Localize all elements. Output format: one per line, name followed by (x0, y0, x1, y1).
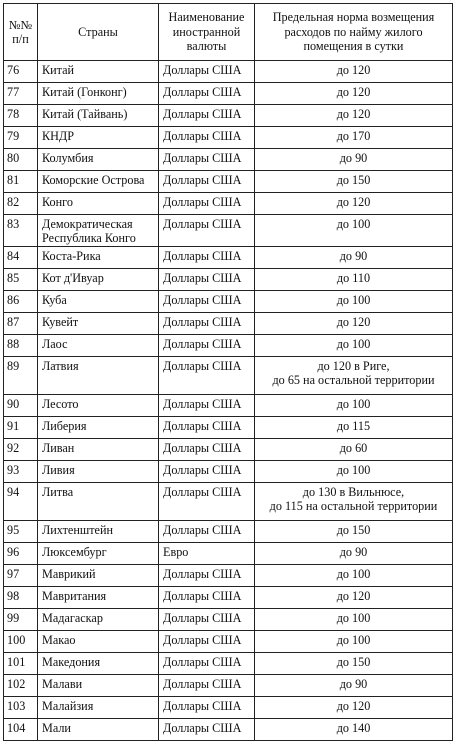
header-rate: Предельная норма возмещения расходов по найму жилого помещения в сутки (255, 4, 453, 61)
row-rate: до 60 (255, 439, 453, 461)
table-row (4, 215, 453, 247)
table-row (4, 247, 453, 269)
row-country: Литва (38, 483, 159, 521)
row-number: 81 (4, 171, 38, 193)
row-currency: Доллары США (159, 193, 255, 215)
table-row (4, 461, 453, 483)
row-rate: до 100 (255, 335, 453, 357)
row-rate: до 150 (255, 521, 453, 543)
row-currency: Доллары США (159, 565, 255, 587)
table-row (4, 127, 453, 149)
row-number: 100 (4, 631, 38, 653)
row-currency: Доллары США (159, 61, 255, 83)
row-country: Люксембург (38, 543, 159, 565)
row-currency: Доллары США (159, 269, 255, 291)
row-rate: до 100 (255, 565, 453, 587)
table-row (4, 313, 453, 335)
row-country: Китай (Гонконг) (38, 83, 159, 105)
row-currency: Евро (159, 543, 255, 565)
row-number: 93 (4, 461, 38, 483)
row-number: 89 (4, 357, 38, 395)
row-number: 95 (4, 521, 38, 543)
row-rate: до 100 (255, 609, 453, 631)
row-rate: до 120 (255, 193, 453, 215)
row-rate: до 120 (255, 61, 453, 83)
header-row (4, 4, 453, 61)
row-number: 102 (4, 675, 38, 697)
row-number: 86 (4, 291, 38, 313)
row-currency: Доллары США (159, 215, 255, 247)
table-row (4, 61, 453, 83)
header-country: Страны (38, 4, 159, 61)
table-row (4, 269, 453, 291)
row-rate: до 130 в Вильнюсе, до 115 на остальной территории (255, 483, 453, 521)
row-rate: до 90 (255, 247, 453, 269)
row-country: Мали (38, 719, 159, 741)
table-row (4, 543, 453, 565)
row-currency: Доллары США (159, 631, 255, 653)
table-row (4, 83, 453, 105)
table-row (4, 483, 453, 521)
row-number: 88 (4, 335, 38, 357)
row-country: Кувейт (38, 313, 159, 335)
row-currency: Доллары США (159, 357, 255, 395)
row-number: 97 (4, 565, 38, 587)
row-number: 79 (4, 127, 38, 149)
row-rate: до 100 (255, 291, 453, 313)
row-rate: до 150 (255, 653, 453, 675)
row-rate: до 100 (255, 461, 453, 483)
row-rate: до 100 (255, 395, 453, 417)
row-country: Латвия (38, 357, 159, 395)
row-country: Коморские Острова (38, 171, 159, 193)
row-number: 90 (4, 395, 38, 417)
header-currency: Наименование иностранной валюты (159, 4, 255, 61)
row-currency: Доллары США (159, 521, 255, 543)
row-rate: до 115 (255, 417, 453, 439)
row-currency: Доллары США (159, 461, 255, 483)
table-row (4, 395, 453, 417)
row-country: КНДР (38, 127, 159, 149)
row-number: 96 (4, 543, 38, 565)
rates-table (3, 3, 453, 741)
row-rate: до 120 (255, 83, 453, 105)
table-row (4, 149, 453, 171)
row-country: Куба (38, 291, 159, 313)
row-number: 78 (4, 105, 38, 127)
row-rate: до 120 (255, 587, 453, 609)
row-number: 87 (4, 313, 38, 335)
row-currency: Доллары США (159, 291, 255, 313)
row-rate: до 90 (255, 543, 453, 565)
row-number: 94 (4, 483, 38, 521)
table-row (4, 417, 453, 439)
row-currency: Доллары США (159, 697, 255, 719)
row-country: Малави (38, 675, 159, 697)
row-rate: до 120 (255, 313, 453, 335)
row-currency: Доллары США (159, 675, 255, 697)
row-number: 82 (4, 193, 38, 215)
row-country: Китай (38, 61, 159, 83)
row-country: Лихтенштейн (38, 521, 159, 543)
row-currency: Доллары США (159, 127, 255, 149)
row-currency: Доллары США (159, 313, 255, 335)
row-country: Китай (Тайвань) (38, 105, 159, 127)
row-number: 84 (4, 247, 38, 269)
row-rate: до 120 (255, 105, 453, 127)
row-number: 77 (4, 83, 38, 105)
row-country: Ливан (38, 439, 159, 461)
row-number: 76 (4, 61, 38, 83)
row-rate: до 100 (255, 631, 453, 653)
table-row (4, 587, 453, 609)
row-rate: до 150 (255, 171, 453, 193)
row-country: Лесото (38, 395, 159, 417)
row-country: Кот д'Ивуар (38, 269, 159, 291)
row-country: Маврикий (38, 565, 159, 587)
row-country: Македония (38, 653, 159, 675)
row-rate: до 110 (255, 269, 453, 291)
header-num: №№ п/п (4, 4, 38, 61)
row-currency: Доллары США (159, 609, 255, 631)
table-row (4, 631, 453, 653)
row-country: Колумбия (38, 149, 159, 171)
row-country: Мавритания (38, 587, 159, 609)
row-rate: до 100 (255, 215, 453, 247)
table-row (4, 653, 453, 675)
table-row (4, 105, 453, 127)
row-country: Демократическая Республика Конго (38, 215, 159, 247)
row-currency: Доллары США (159, 105, 255, 127)
row-currency: Доллары США (159, 149, 255, 171)
row-number: 85 (4, 269, 38, 291)
row-rate: до 120 в Риге, до 65 на остальной территории (255, 357, 453, 395)
row-number: 98 (4, 587, 38, 609)
row-currency: Доллары США (159, 171, 255, 193)
row-country: Лаос (38, 335, 159, 357)
row-currency: Доллары США (159, 587, 255, 609)
row-number: 91 (4, 417, 38, 439)
table-row (4, 335, 453, 357)
table-header (4, 4, 453, 61)
row-rate: до 140 (255, 719, 453, 741)
row-country: Малайзия (38, 697, 159, 719)
row-currency: Доллары США (159, 719, 255, 741)
table-row (4, 171, 453, 193)
row-country: Либерия (38, 417, 159, 439)
row-currency: Доллары США (159, 653, 255, 675)
table-row (4, 439, 453, 461)
row-number: 104 (4, 719, 38, 741)
row-number: 103 (4, 697, 38, 719)
row-currency: Доллары США (159, 83, 255, 105)
row-country: Мадагаскар (38, 609, 159, 631)
table-row (4, 565, 453, 587)
row-rate: до 120 (255, 697, 453, 719)
row-currency: Доллары США (159, 247, 255, 269)
table-row (4, 357, 453, 395)
row-rate: до 170 (255, 127, 453, 149)
row-rate: до 90 (255, 149, 453, 171)
row-currency: Доллары США (159, 417, 255, 439)
table-row (4, 719, 453, 741)
row-country: Конго (38, 193, 159, 215)
table-row (4, 521, 453, 543)
row-number: 92 (4, 439, 38, 461)
row-country: Макао (38, 631, 159, 653)
row-currency: Доллары США (159, 439, 255, 461)
table-body (4, 61, 453, 741)
table-row (4, 609, 453, 631)
row-number: 83 (4, 215, 38, 247)
row-currency: Доллары США (159, 395, 255, 417)
table-row (4, 193, 453, 215)
row-number: 101 (4, 653, 38, 675)
row-currency: Доллары США (159, 335, 255, 357)
row-country: Коста-Рика (38, 247, 159, 269)
table-row (4, 697, 453, 719)
row-number: 80 (4, 149, 38, 171)
row-country: Ливия (38, 461, 159, 483)
table-row (4, 291, 453, 313)
table-row (4, 675, 453, 697)
row-rate: до 90 (255, 675, 453, 697)
row-number: 99 (4, 609, 38, 631)
row-currency: Доллары США (159, 483, 255, 521)
